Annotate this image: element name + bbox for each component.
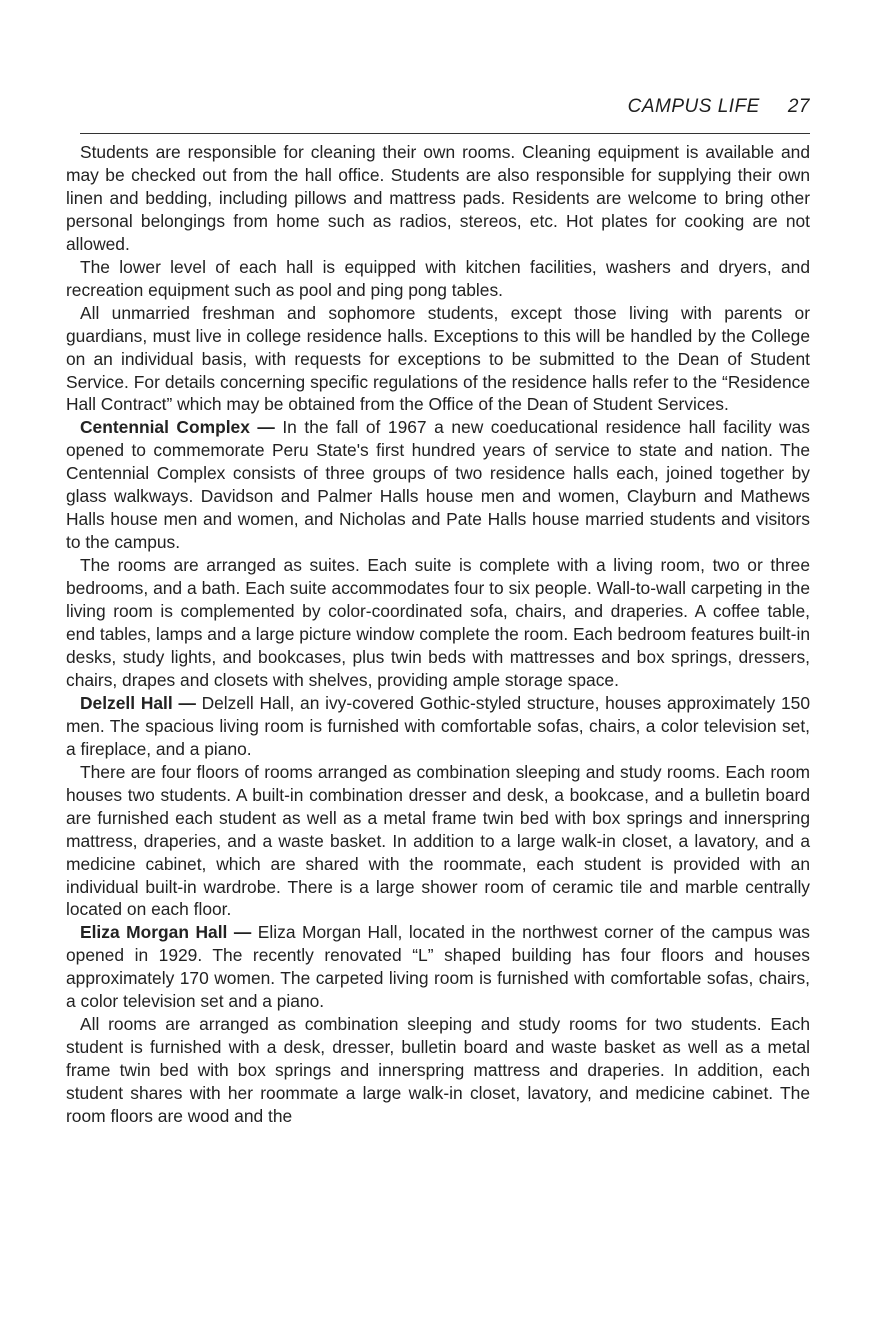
running-header	[0, 96, 810, 118]
paragraph-eliza-morgan-hall	[66, 921, 810, 1013]
paragraph-text: Delzell Hall, an ivy-covered Gothic-styled structure, houses approximately 150 men. The spacious living room is furnished with comfortable sofas, chairs, a color television set, a fireplace, and a piano.	[66, 692, 810, 759]
paragraph-text: There are four floors of rooms arranged as combination sleeping and study rooms. Each room houses two students. A built-in combination dresser and desk, a bookcase, and a bulletin board are furnished each student as well as a metal frame twin bed with box springs and innerspring mattress, draperies, and a waste basket. In addition to a large walk-in closet, a lavatory, and a medicine cabinet, which are shared with the roommate, each student is provided with an individual built-in wardrobe. There is a large shower room of ceramic tile and marble centrally located on each floor.	[66, 761, 810, 920]
paragraph-text: The rooms are arranged as suites. Each suite is complete with a living room, two or three bedrooms, and a bath. Each suite accommodates four to six people. Wall-to-wall carpeting in the living room is complemented by color-coordinated sofa, chairs, and draperies. A coffee table, end tables, lamps and a large picture window complete the room. Each bedroom features built-in desks, study lights, and bookcases, plus twin beds with mattresses and box springs, dressers, chairs, drapes and closets with shelves, providing ample storage space.	[66, 555, 810, 690]
paragraph	[66, 554, 810, 692]
paragraph-text: All unmarried freshman and sophomore students, except those living with parents or guardians, must live in college residence halls. Exceptions to this will be handled by the College on an individual basis, with requests for exceptions to be submitted to the Dean of Student Service. For details concerning specific regulations of the residence halls refer to the “Residence Hall Contract” which may be obtained from the Office of the Dean of Student Services.	[66, 302, 810, 415]
paragraph-text: In the fall of 1967 a new coeducational residence hall facility was opened to commemorate Peru State's first hundred years of service to state and nation. The Centennial Complex consists of three groups of two residence halls each, joined together by glass walkways. Davidson and Palmer Halls house men and women, Clayburn and Mathews Halls house men and women, and Nicholas and Pate Halls house married students and visitors to the campus.	[66, 417, 810, 553]
paragraph	[66, 256, 810, 302]
paragraph	[66, 141, 810, 256]
paragraph-text: The lower level of each hall is equipped with kitchen facilities, washers and dryers, and recreation equipment such as pool and ping pong tables.	[66, 256, 810, 300]
paragraph-text: Eliza Morgan Hall, located in the northwest corner of the campus was opened in 1929. The recently renovated “L” shaped building has four floors and houses approximately 170 women. The carpeted living room is furnished with comfortable sofas, chairs, a color television set and a piano.	[66, 922, 810, 1012]
paragraph-centennial-complex	[66, 416, 810, 554]
page-number: 27	[787, 96, 810, 117]
section-heading: Delzell Hall —	[80, 692, 196, 713]
paragraph-text: All rooms are arranged as combination sleeping and study rooms for two students. Each student is furnished with a desk, dresser, bulletin board and waste basket as well as a metal frame twin bed with box springs and innerspring mattress and draperies. In addition, each student shares with her roommate a large walk-in closet, lavatory, and medicine cabinet. The room floors are wood and the	[66, 1014, 810, 1127]
paragraph	[66, 1013, 810, 1128]
running-title: CAMPUS LIFE	[627, 96, 760, 117]
paragraph	[66, 302, 810, 417]
header-rule	[80, 133, 810, 134]
section-heading: Eliza Morgan Hall —	[80, 922, 252, 943]
paragraph-text: Students are responsible for cleaning their own rooms. Cleaning equipment is available and may be checked out from the hall office. Students are also responsible for supplying their own linen and bedding, including pillows and mattress pads. Residents are welcome to bring other personal belongings from home such as radios, stereos, etc. Hot plates for cooking are not allowed.	[66, 142, 810, 254]
body-text	[66, 141, 810, 1128]
paragraph-delzell-hall	[66, 692, 810, 761]
section-heading: Centennial Complex —	[80, 417, 275, 438]
paragraph	[66, 761, 810, 922]
